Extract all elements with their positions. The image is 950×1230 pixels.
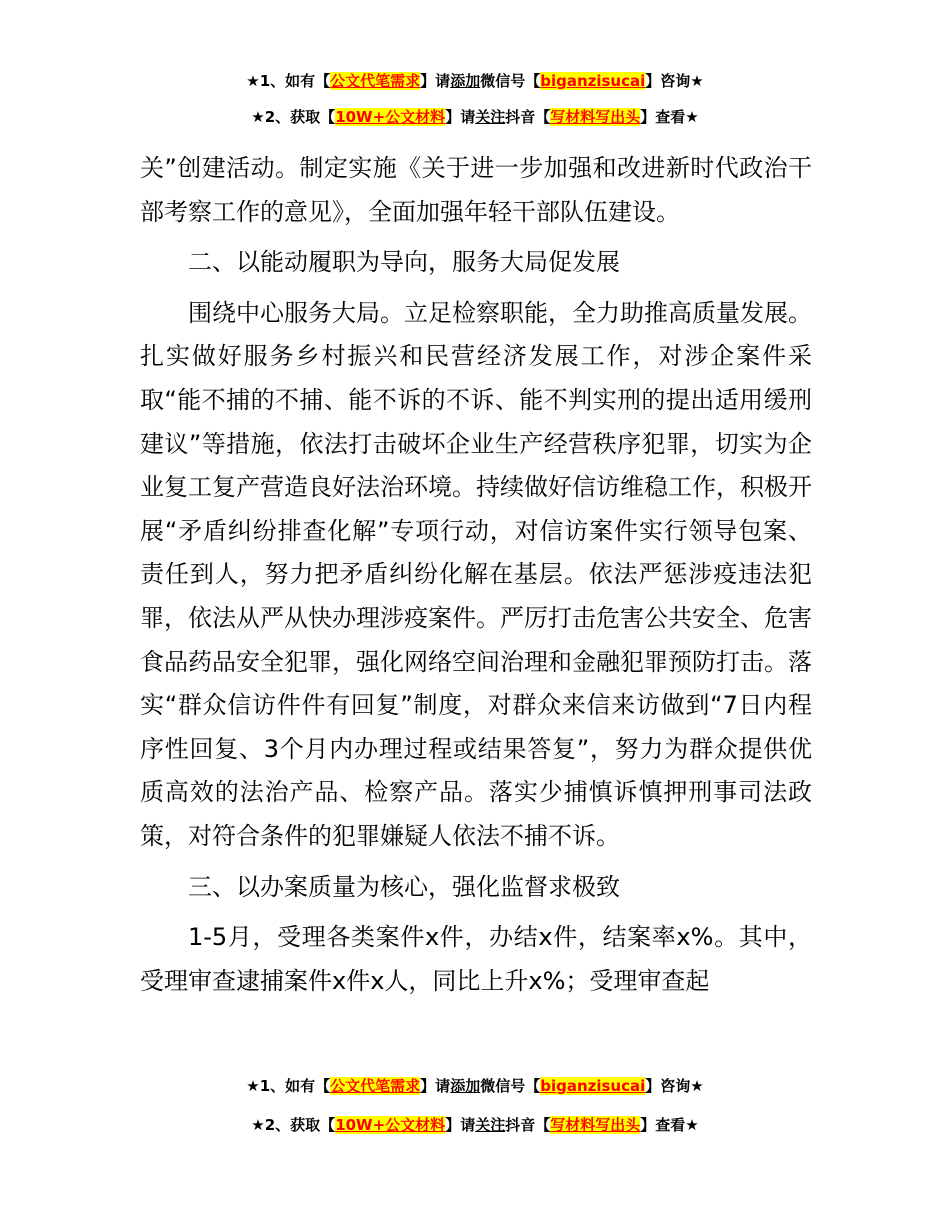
header-banner-line1 bbox=[0, 70, 950, 92]
section-heading-2: 二、以能动履职为导向，服务大局促发展 bbox=[188, 248, 620, 277]
footer-banner-line1 bbox=[0, 1075, 950, 1097]
banner-underline: 添加 bbox=[450, 1077, 481, 1095]
header-banner-line2 bbox=[0, 106, 950, 128]
footer-banner-line2 bbox=[0, 1114, 950, 1136]
banner-text: 微信号【 bbox=[480, 72, 541, 90]
banner-underline: 关注 bbox=[475, 1116, 506, 1134]
wechat-id-highlight: biganzisucai bbox=[540, 1077, 646, 1095]
banner-text: 】请 bbox=[420, 72, 451, 90]
banner-text: ★2、获取【 bbox=[251, 108, 336, 126]
banner-highlight: 10W+公文材料 bbox=[335, 1116, 446, 1134]
banner-text: ★1、如有【 bbox=[246, 72, 331, 90]
banner-highlight: 公文代笔需求 bbox=[330, 72, 421, 90]
banner-text: ★1、如有【 bbox=[246, 1077, 331, 1095]
banner-highlight: 10W+公文材料 bbox=[335, 108, 446, 126]
paragraph-continued: 关”创建活动。制定实施《关于进一步加强和改进新时代政治干部考察工作的意见》，全面加强年轻干部队伍建设。 bbox=[140, 154, 812, 226]
banner-underline: 添加 bbox=[450, 72, 481, 90]
banner-text: 】咨询★ bbox=[645, 72, 704, 90]
banner-text: 】请 bbox=[420, 1077, 451, 1095]
banner-text: 微信号【 bbox=[480, 1077, 541, 1095]
banner-text: 】请 bbox=[445, 108, 476, 126]
paragraph-section-3: 1-5月，受理各类案件x件，办结x件，结案率x%。其中，受理审查逮捕案件x件x人，同比上升x%；受理审查起 bbox=[140, 923, 812, 995]
section-heading-3: 三、以办案质量为核心，强化监督求极致 bbox=[188, 872, 620, 901]
banner-text: 】查看★ bbox=[640, 108, 699, 126]
banner-text: 】请 bbox=[445, 1116, 476, 1134]
document-body bbox=[140, 147, 812, 1003]
wechat-id-highlight: biganzisucai bbox=[540, 72, 646, 90]
douyin-id-highlight: 写材料写出头 bbox=[550, 108, 641, 126]
banner-text: 抖音【 bbox=[505, 108, 551, 126]
banner-highlight: 公文代笔需求 bbox=[330, 1077, 421, 1095]
banner-text: ★2、获取【 bbox=[251, 1116, 336, 1134]
paragraph-section-2: 围绕中心服务大局。立足检察职能，全力助推高质量发展。扎实做好服务乡村振兴和民营经济发展工作，对涉企案件采取“能不捕的不捕、能不诉的不诉、能不判实刑的提出适用缓刑建议”等措施，依法打击破坏企业生产经营秩序犯罪，切实为企业复工复产营造良好法治环境。持续做好信访维稳工作，积极开展“矛盾纠纷排查化解”专项行动，对信访案件实行领导包案、责任到人，努力把矛盾纠纷化解在基层。依法严惩涉疫违法犯罪，依法从严从快办理涉疫案件。严厉打击危害公共安全、危害食品药品安全犯罪，强化网络空间治理和金融犯罪预防打击。落实“群众信访件件有回复”制度，对群众来信来访做到“7日内程序性回复、3个月内办理过程或结果答复”，努力为群众提供优质高效的法治产品、检察产品。落实少捕慎诉慎押刑事司法政策，对符合条件的犯罪嫌疑人依法不捕不诉。 bbox=[140, 298, 812, 850]
banner-text: 抖音【 bbox=[505, 1116, 551, 1134]
douyin-id-highlight: 写材料写出头 bbox=[550, 1116, 641, 1134]
banner-text: 】咨询★ bbox=[645, 1077, 704, 1095]
banner-underline: 关注 bbox=[475, 108, 506, 126]
banner-text: 】查看★ bbox=[640, 1116, 699, 1134]
